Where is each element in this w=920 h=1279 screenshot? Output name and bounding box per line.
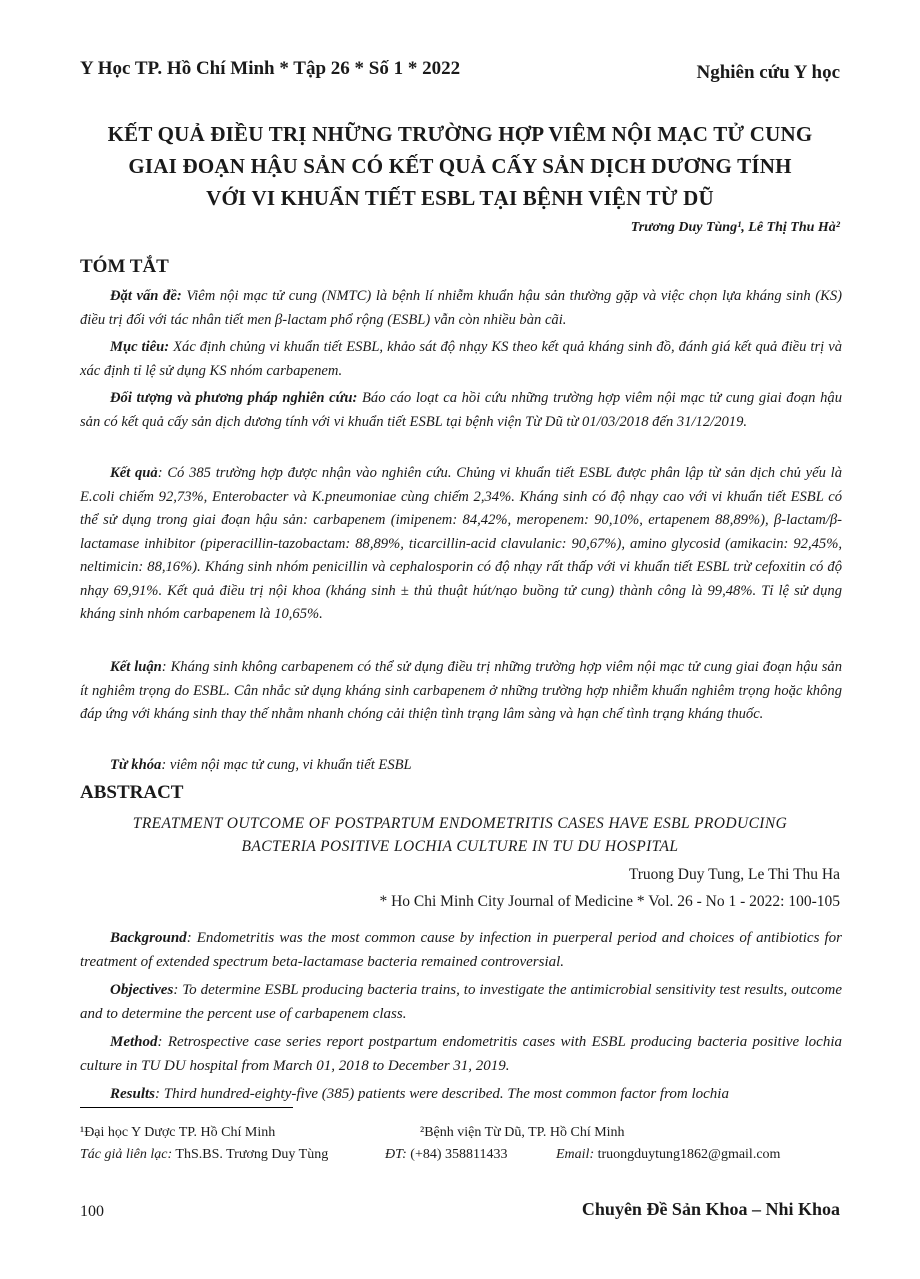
contact-label: Tác giả liên lạc:: [80, 1147, 173, 1162]
paragraph-text: Báo cáo loạt ca hồi cứu những trường hợp viêm nội mạc tử cung giai đoạn hậu sản có kết quả cấy sản dịch dương tính với vi khuẩn tiết ESBL tại bệnh viện Từ Dũ từ 01/03/2018 đến 31/12/2019.: [80, 390, 842, 430]
authors-vietnamese: Trương Duy Tùng¹, Lê Thị Thu Hà²: [630, 220, 840, 235]
paragraph-text: : Có 385 trường hợp được nhận vào nghiên cứu. Chủng vi khuẩn tiết ESBL được phân lập từ sản dịch chủ yếu là E.coli chiếm 92,73%, Enterobacter và K.pneumoniae cùng chiếm 2,34%. Kháng sinh có độ nhạy cao với vi khuẩn tiết ESBL có thể sử dụng trong giai đoạn hậu sản: carbapenem (imipenem: 84,42%, meropenem: 90,10%, ertapenem 88,89%), β-lactam/β-lactamase inhibitor (piperacillin-tazobactam: 88,89%, ticarcillin-acid clavulanic: 90,67%), amino glycosid (amikacin: 92,45%, neltimicin: 88,16%). Kháng sinh nhóm penicillin và cephalosporin có độ nhạy rất thấp với vi khuẩn tiết ESBL trừ cefoxitin có độ nhạy 69,91%. Kết quả điều trị nội khoa (kháng sinh ± thủ thuật hút/nạo buồng tử cung) thành công là 99,48%. Tỉ lệ sử dụng kháng sinh nhóm carbapenem là 10,65%.: [80, 465, 842, 622]
paragraph-label: Kết quả: [110, 465, 158, 481]
paragraph-text: Xác định chủng vi khuẩn tiết ESBL, khảo sát độ nhạy KS theo kết quả kháng sinh đồ, đánh giá kết quả điều trị và xác định tỉ lệ sử dụng KS nhóm carbapenem.: [80, 339, 842, 379]
summary-paragraph: [80, 462, 842, 627]
paragraph-text: : Kháng sinh không carbapenem có thể sử dụng điều trị những trường hợp viêm nội mạc tử cung giai đoạn hậu sản ít nghiêm trọng do ESBL. Cân nhắc sử dụng kháng sinh carbapenem ở những trường hợp nhiễm khuẩn nghiêm trọng hoặc không đáp ứng với kháng sinh thay thế nhằm nhanh chóng cải thiện tình trạng lâm sàng và hạn chế tình trạng kháng thuốc.: [80, 659, 842, 722]
paragraph-text: : Retrospective case series report postpartum endometritis cases with ESBL producing bacteria positive lochia culture in TU DU hospital from March 01, 2018 to December 31, 2019.: [80, 1034, 842, 1074]
email-address: truongduytung1862@gmail.com: [594, 1147, 781, 1162]
email-label: Email:: [556, 1147, 595, 1162]
title-line: KẾT QUẢ ĐIỀU TRỊ NHỮNG TRƯỜNG HỢP VIÊM NỘI MẠC TỬ CUNG: [107, 122, 813, 146]
section-header: Nghiên cứu Y học: [696, 62, 840, 83]
affiliation-1: ¹Đại học Y Dược TP. Hồ Chí Minh: [80, 1125, 276, 1140]
abstract-paragraph: [80, 926, 842, 974]
summary-heading: TÓM TẮT: [80, 256, 169, 277]
paragraph-text: : To determine ESBL producing bacteria trains, to investigate the antimicrobial sensitivity test results, outcome and to determine the percent use of carbapenem class.: [80, 982, 842, 1022]
paragraph-label: Objectives: [110, 982, 174, 998]
abstract-paragraph: [80, 978, 842, 1026]
summary-paragraph: [80, 387, 842, 434]
journal-header: Y Học TP. Hồ Chí Minh * Tập 26 * Số 1 * 2022: [80, 58, 461, 79]
paragraph-text: : Third hundred-eighty-five (385) patients were described. The most common factor from lochia: [155, 1086, 729, 1102]
title-line: VỚI VI KHUẨN TIẾT ESBL TẠI BỆNH VIỆN TỪ DŨ: [206, 186, 714, 210]
paragraph-label: Mục tiêu:: [110, 339, 170, 355]
paragraph-text: : Endometritis was the most common cause by infection in puerperal period and choices of antibiotics for treatment of extended spectrum beta-lactamase bacteria remained controversial.: [80, 930, 842, 970]
summary-paragraph: [80, 656, 842, 727]
summary-paragraph: [80, 336, 842, 383]
paragraph-text: Viêm nội mạc tử cung (NMTC) là bệnh lí nhiễm khuẩn hậu sản thường gặp và việc chọn lựa kháng sinh (KS) điều trị đối với tác nhân tiết men β-lactam phổ rộng (ESBL) vẫn còn nhiều bàn cãi.: [80, 288, 843, 328]
abstract-heading: ABSTRACT: [80, 782, 184, 803]
affiliation-2: ²Bệnh viện Từ Dũ, TP. Hồ Chí Minh: [420, 1125, 625, 1140]
footnote-rule: [80, 1107, 293, 1108]
abstract-title-line: TREATMENT OUTCOME OF POSTPARTUM ENDOMETRITIS CASES HAVE ESBL PRODUCING: [132, 815, 788, 832]
abstract-paragraph: [80, 1030, 842, 1078]
abstract-title: [80, 812, 840, 858]
article-title: [80, 118, 840, 214]
summary-paragraph: [80, 285, 842, 332]
paragraph-label: Đối tượng và phương pháp nghiên cứu:: [110, 390, 358, 406]
keywords: [80, 754, 842, 778]
contact-email: [556, 1147, 780, 1163]
contact-author: [80, 1147, 328, 1163]
series-title: Chuyên Đề Sản Khoa – Nhi Khoa: [581, 1199, 840, 1219]
authors-english: Truong Duy Tung, Le Thi Thu Ha: [628, 866, 840, 883]
paragraph-label: Method: [110, 1034, 158, 1050]
paragraph-label: Đặt vấn đề:: [110, 288, 182, 304]
contact-name: ThS.BS. Trương Duy Tùng: [172, 1147, 329, 1162]
paragraph-text: : viêm nội mạc tử cung, vi khuẩn tiết ESBL: [161, 757, 412, 773]
paragraph-label: Kết luận: [110, 659, 162, 675]
citation: * Ho Chi Minh City Journal of Medicine * Vol. 26 - No 1 - 2022: 100-105: [379, 893, 840, 910]
abstract-paragraph: [80, 1082, 842, 1106]
phone-number: (+84) 358811433: [406, 1147, 508, 1162]
phone-label: ĐT:: [385, 1147, 407, 1162]
page-number: 100: [80, 1203, 104, 1220]
paragraph-label: Background: [110, 930, 187, 946]
title-line: GIAI ĐOẠN HẬU SẢN CÓ KẾT QUẢ CẤY SẢN DỊCH DƯƠNG TÍNH: [128, 154, 792, 178]
paragraph-label: Từ khóa: [110, 757, 162, 773]
abstract-title-line: BACTERIA POSITIVE LOCHIA CULTURE IN TU DU HOSPITAL: [241, 838, 679, 855]
contact-phone: [385, 1147, 508, 1163]
paragraph-label: Results: [110, 1086, 156, 1102]
